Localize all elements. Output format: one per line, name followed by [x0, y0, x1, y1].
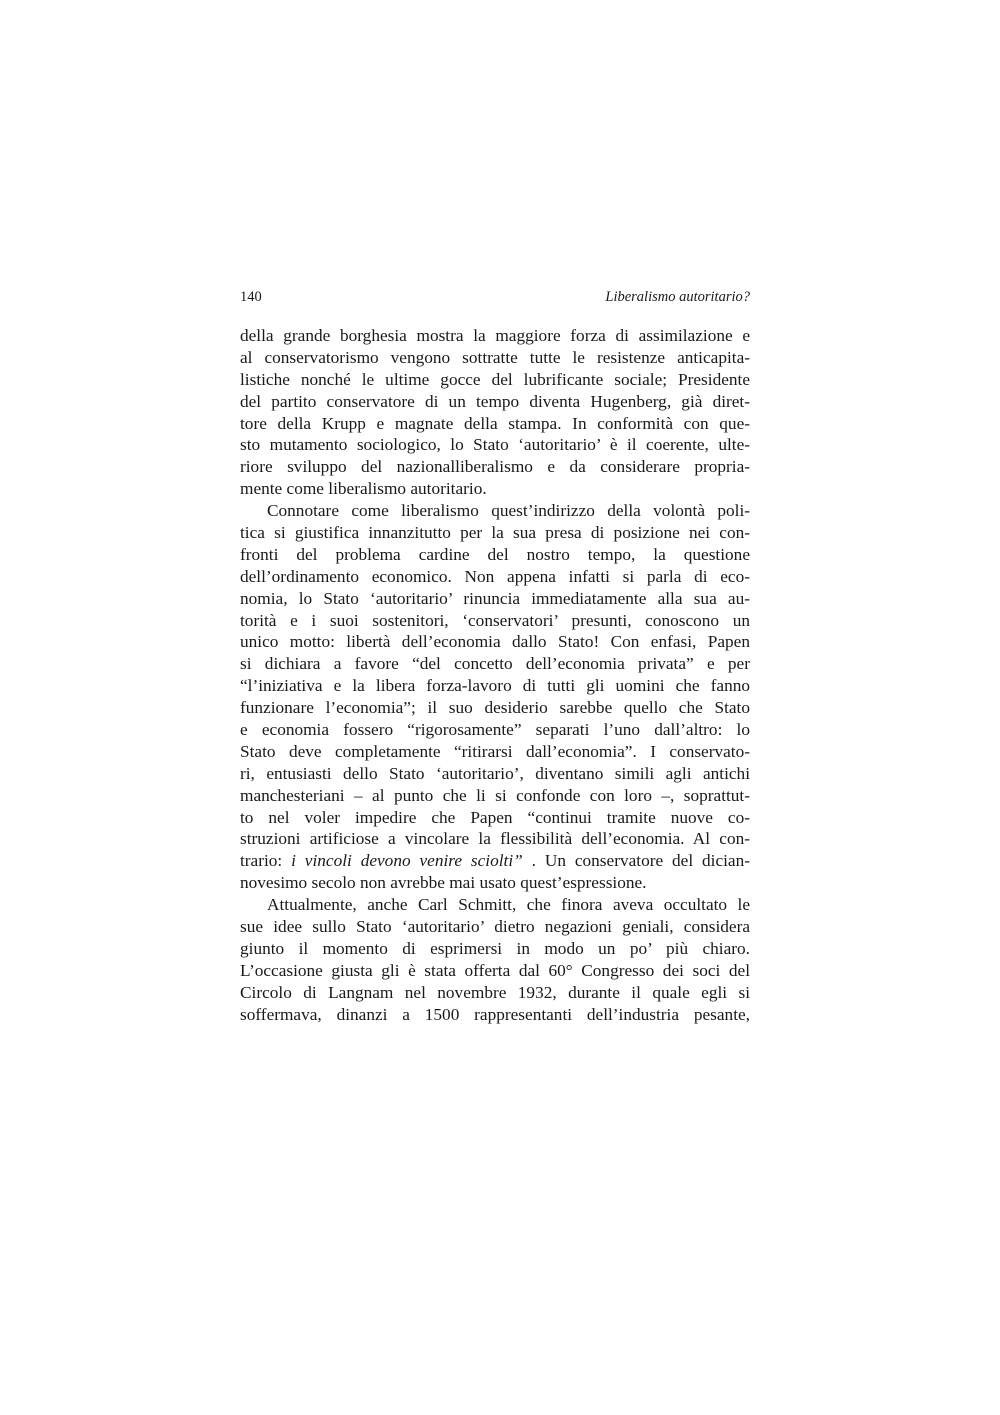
text-line: giunto il momento di esprimersi in modo un po’ più chiaro. [240, 938, 750, 958]
body-text [240, 325, 750, 1026]
text-line: riore sviluppo del nazionalliberalismo e da considerare propria- [240, 457, 750, 477]
text-line: della grande borghesia mostra la maggiore forza di assimilazione e [240, 326, 750, 345]
text-line: al conservatorismo vengono sottratte tutte le resistenze anticapita- [240, 347, 750, 367]
text-line: manchesteriani – al punto che li si confonde con loro –, soprattut- [240, 785, 750, 805]
text-line: Stato deve completamente “ritirarsi dall’economia”. I conservato- [240, 741, 750, 761]
text-line: L’occasione giusta gli è stata offerta dal 60° Congresso dei soci del [240, 960, 750, 980]
text-line: Connotare come liberalismo quest’indirizzo della volontà poli- [267, 501, 750, 521]
text-line: torità e i suoi sostenitori, ‘conservatori’ presunti, conoscono un [240, 610, 750, 630]
running-title: Liberalismo autoritario? [605, 289, 750, 305]
text-line: “l’iniziativa e la libera forza-lavoro di tutti gli uomini che fanno [240, 676, 750, 696]
text-line: Circolo di Langnam nel novembre 1932, durante il quale egli si [240, 982, 750, 1002]
text-line: novesimo secolo non avrebbe mai usato quest’espressione. [240, 873, 647, 893]
page-header [240, 289, 750, 309]
text-line: sue idee sullo Stato ‘autoritario’ dietro negazioni geniali, considera [240, 917, 750, 937]
text-line: e economia fossero “rigorosamente” separati l’uno dall’altro: lo [240, 720, 750, 740]
italic-quote: i vincoli devono venire sciolti” [291, 851, 523, 871]
text-line: struzioni artificiose a vincolare la flessibilità dell’economia. Al con- [240, 829, 750, 849]
text-line: to nel voler impedire che Papen “continui tramite nuove co- [240, 807, 750, 827]
page-number: 140 [240, 289, 262, 305]
text-line: listiche nonché le ultime gocce del lubrificante sociale; Presidente [240, 369, 750, 389]
text-line: nomia, lo Stato ‘autoritario’ rinuncia immediatamente alla sua au- [240, 588, 750, 608]
text-line: sto mutamento sociologico, lo Stato ‘autoritario’ è il coerente, ulte- [240, 435, 750, 455]
text-line: mente come liberalismo autoritario. [240, 479, 487, 499]
text-line: funzionare l’economia”; il suo desiderio sarebbe quello che Stato [240, 698, 750, 718]
text-line: del partito conservatore di un tempo diventa Hugenberg, già diret- [240, 391, 750, 411]
text-line: si dichiara a favore “del concetto dell’economia privata” e per [240, 654, 750, 674]
text-line: tore della Krupp e magnate della stampa. In conformità con que- [240, 413, 750, 433]
text-line: ri, entusiasti dello Stato ‘autoritario’, diventano simili agli antichi [240, 763, 750, 783]
text-line: tica si giustifica innanzitutto per la sua presa di posizione nei con- [240, 523, 750, 543]
text-segment: . Un conservatore del dician- [522, 851, 750, 871]
text-line: soffermava, dinanzi a 1500 rappresentanti dell’industria pesante, [240, 1004, 750, 1024]
text-segment: trario: [240, 851, 292, 871]
text-line: unico motto: libertà dell’economia dallo Stato! Con enfasi, Papen [240, 632, 750, 652]
text-line-mixed [240, 850, 750, 872]
text-line: fronti del problema cardine del nostro tempo, la questione [240, 544, 750, 564]
text-line: dell’ordinamento economico. Non appena infatti si parla di eco- [240, 566, 750, 586]
text-line: Attualmente, anche Carl Schmitt, che finora aveva occultato le [267, 895, 750, 915]
